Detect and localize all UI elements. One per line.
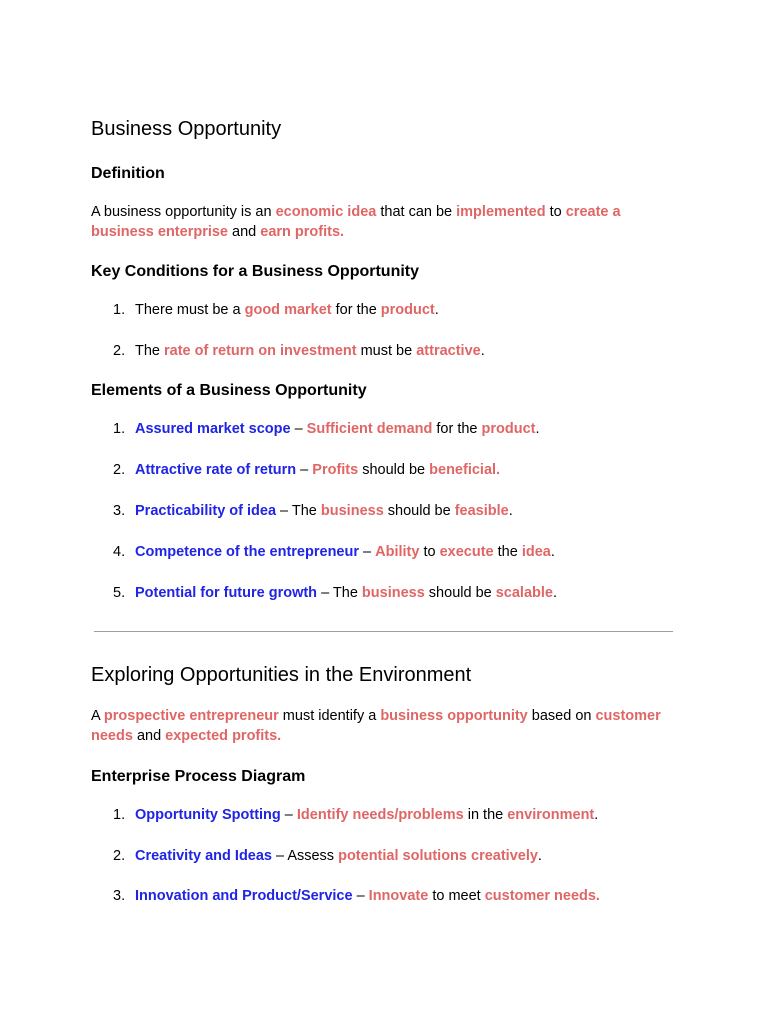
list-number-label: 2. <box>113 848 126 864</box>
keyword-term: Opportunity Spotting <box>135 807 281 823</box>
text-run: based on <box>527 708 596 724</box>
list-number <box>91 341 135 361</box>
text-run: The <box>135 343 165 359</box>
definition-paragraph <box>91 202 661 242</box>
list-number <box>91 583 135 603</box>
highlighted-term: customer needs <box>91 708 661 744</box>
text-run: should be <box>424 585 496 601</box>
text-run: for the <box>432 421 482 437</box>
text-run: and <box>228 224 261 240</box>
highlighted-term: idea <box>521 544 551 560</box>
keyword-term: Attractive rate of return <box>135 462 297 478</box>
highlighted-term: create a business enterprise <box>91 204 621 240</box>
condition-item-1 <box>91 300 439 320</box>
condition-item-2 <box>91 341 485 361</box>
text-run: the <box>493 544 522 560</box>
keyword-term: Assured market scope <box>135 421 291 437</box>
keyword-term: Creativity and Ideas <box>135 848 272 864</box>
element-item-5 <box>91 583 557 603</box>
text-run: for the <box>331 302 381 318</box>
text-run: that can be <box>376 204 457 220</box>
highlighted-term: product <box>380 302 435 318</box>
text-run: should be <box>358 462 430 478</box>
keyword-term: Potential for future growth <box>135 585 318 601</box>
text-run: . <box>535 421 540 437</box>
element-item-3 <box>91 501 513 521</box>
text-run: in the <box>463 807 508 823</box>
keyword-term: Practicability of idea <box>135 503 277 519</box>
list-number-label: 2. <box>113 343 126 359</box>
list-number-label: 5. <box>113 585 126 601</box>
highlighted-term: Profits <box>312 462 359 478</box>
list-number-label: 4. <box>113 544 126 560</box>
text-run: . <box>508 503 513 519</box>
text-run: to meet <box>428 888 485 904</box>
highlighted-term: scalable <box>495 585 553 601</box>
section-title-business-opportunity: Business Opportunity <box>91 118 282 140</box>
section-title-exploring-opportunities: Exploring Opportunities in the Environment <box>91 664 472 686</box>
highlighted-term: business <box>361 585 425 601</box>
text-run: – <box>359 544 376 560</box>
highlighted-term: beneficial. <box>429 462 501 478</box>
highlighted-term: prospective entrepreneur <box>103 708 279 724</box>
keyword-term: Innovation and Product/Service <box>135 888 353 904</box>
highlighted-term: feasible <box>454 503 509 519</box>
process-item-3 <box>91 886 600 906</box>
process-item-1 <box>91 805 598 825</box>
element-item-2 <box>91 460 500 480</box>
text-run: . <box>594 807 599 823</box>
highlighted-term: expected profits. <box>165 728 282 744</box>
list-number <box>91 805 135 825</box>
text-run: – The <box>317 585 362 601</box>
highlighted-term: potential solutions creatively <box>338 848 538 864</box>
keyword-term: Competence of the entrepreneur <box>135 544 359 560</box>
highlighted-term: attractive <box>416 343 481 359</box>
list-number <box>91 419 135 439</box>
list-number <box>91 300 135 320</box>
list-number <box>91 460 135 480</box>
heading-key-conditions: Key Conditions for a Business Opportunity <box>91 263 420 280</box>
list-number-label: 2. <box>113 462 126 478</box>
highlighted-term: product <box>481 421 536 437</box>
text-run: should be <box>383 503 455 519</box>
heading-elements: Elements of a Business Opportunity <box>91 382 367 399</box>
text-run: – Assess <box>272 848 339 864</box>
text-run: . <box>537 848 542 864</box>
highlighted-term: business <box>320 503 384 519</box>
text-run: . <box>480 343 485 359</box>
highlighted-term: Ability <box>375 544 420 560</box>
heading-enterprise-process: Enterprise Process Diagram <box>91 768 306 785</box>
text-run: . <box>434 302 439 318</box>
highlighted-term: good market <box>244 302 332 318</box>
text-run: – <box>280 807 297 823</box>
text-run: to <box>545 204 566 220</box>
highlighted-term: rate of return on investment <box>164 343 357 359</box>
highlighted-term: earn profits. <box>260 224 345 240</box>
text-run: – <box>352 888 369 904</box>
highlighted-term: business opportunity <box>380 708 528 724</box>
element-item-4 <box>91 542 555 562</box>
list-number-label: 1. <box>113 302 126 318</box>
heading-definition: Definition <box>91 165 165 182</box>
text-run: – <box>290 421 307 437</box>
list-number <box>91 501 135 521</box>
text-run: A <box>91 708 104 724</box>
list-number <box>91 542 135 562</box>
highlighted-term: economic idea <box>275 204 377 220</box>
highlighted-term: execute <box>439 544 494 560</box>
element-item-1 <box>91 419 540 439</box>
text-run: A business opportunity is an <box>91 204 276 220</box>
intro-paragraph <box>91 706 661 746</box>
text-run: must be <box>356 343 417 359</box>
process-item-2 <box>91 846 542 866</box>
text-run: . <box>550 544 555 560</box>
highlighted-term: environment <box>507 807 595 823</box>
list-number <box>91 846 135 866</box>
highlighted-term: Identify needs/problems <box>296 807 464 823</box>
highlighted-term: implemented <box>456 204 546 220</box>
list-number-label: 1. <box>113 807 126 823</box>
list-number-label: 1. <box>113 421 126 437</box>
list-number <box>91 886 135 906</box>
list-number-label: 3. <box>113 503 126 519</box>
highlighted-term: Sufficient demand <box>306 421 433 437</box>
text-run: . <box>552 585 558 601</box>
highlighted-term: customer needs. <box>484 888 600 904</box>
text-run: and <box>132 728 166 744</box>
text-run: There must be a <box>135 302 245 318</box>
text-run: – <box>296 462 313 478</box>
highlighted-term: Innovate <box>368 888 429 904</box>
horizontal-divider <box>94 631 673 632</box>
list-number-label: 3. <box>113 888 126 904</box>
text-run: must identify a <box>278 708 381 724</box>
text-run: – The <box>276 503 321 519</box>
text-run: to <box>419 544 440 560</box>
